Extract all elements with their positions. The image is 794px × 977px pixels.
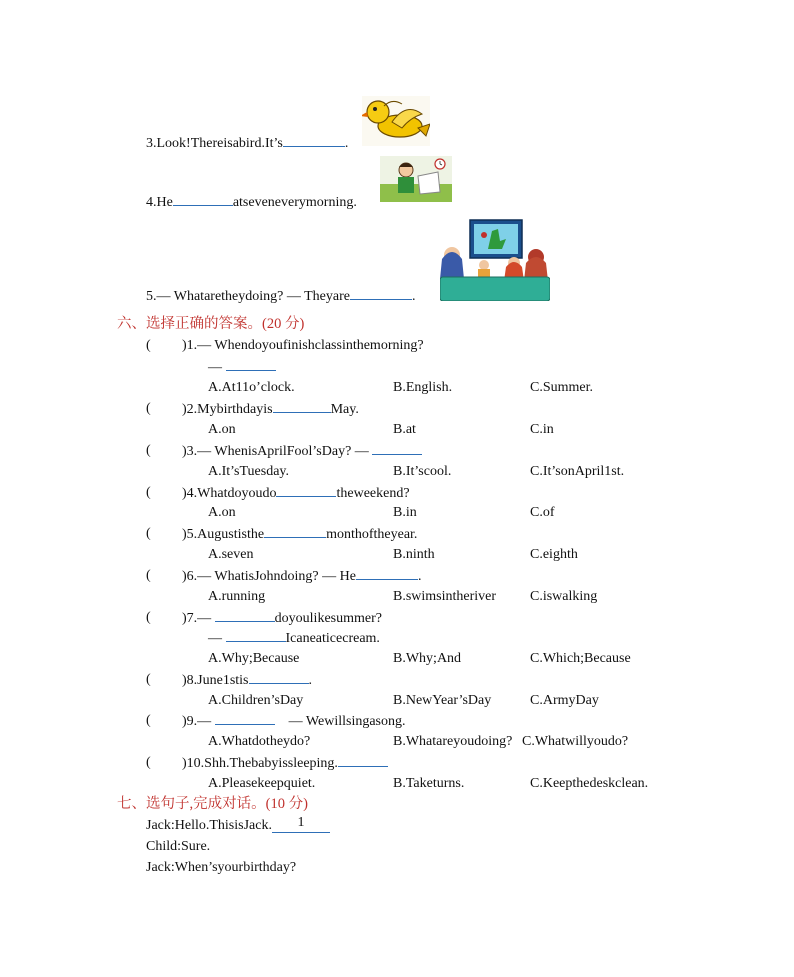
question-3-option-c[interactable]: C.It’sonApril1st. (530, 464, 625, 479)
question-7-option-b[interactable]: B.Why;And (393, 651, 462, 666)
answer-blank-q1[interactable] (226, 358, 276, 371)
answer-blank-q8[interactable] (249, 671, 309, 684)
question-9-stem: )9.— — Wewillsingasong. (182, 714, 406, 729)
question-10-stem: )10.Shh.Thebabyissleeping. (182, 754, 388, 773)
dialogue-line-2: Child:Sure. (146, 839, 211, 854)
question-2-option-b[interactable]: B.at (393, 422, 416, 437)
question-4-option-c[interactable]: C.of (530, 505, 555, 520)
question-4-stem: )4.Whatdoyoudo theweekend? (182, 486, 410, 501)
question-3-option-a[interactable]: A.It’sTuesday. (208, 464, 290, 479)
question-9-option-a[interactable]: A.Whatdotheydo? (208, 734, 311, 749)
answer-blank-q5[interactable] (264, 525, 326, 538)
question-7-option-a[interactable]: A.Why;Because (208, 651, 300, 666)
question-1-option-c[interactable]: C.Summer. (530, 380, 594, 395)
question-8-paren: ( (146, 672, 151, 687)
question-10-option-a[interactable]: A.Pleasekeepquiet. (208, 776, 316, 791)
question-5-option-b[interactable]: B.ninth (393, 547, 435, 562)
fill-item-3: 3.Look!Thereisabird.It’s . (146, 136, 349, 151)
question-9-option-b[interactable]: B.Whatareyoudoing? (393, 734, 513, 749)
question-6-paren: ( (146, 568, 151, 583)
question-3-paren: ( (146, 443, 151, 458)
question-6-option-c[interactable]: C.iswalking (530, 589, 598, 604)
question-2-option-c[interactable]: C.in (530, 422, 554, 437)
question-1-answer-line: — (208, 358, 276, 377)
question-2-option-a[interactable]: A.on (208, 422, 236, 437)
dialogue-blank-1[interactable]: 1 (272, 820, 330, 833)
fill-item-5: 5.— Whataretheydoing? — Theyare . (146, 289, 416, 304)
question-4-option-a[interactable]: A.on (208, 505, 236, 520)
question-7-option-c[interactable]: C.Which;Because (530, 651, 631, 666)
section-7-title: 七、选句子,完成对话。(10 分) (117, 796, 308, 812)
question-1-option-a[interactable]: A.At11o’clock. (208, 380, 295, 395)
question-5-paren: ( (146, 526, 151, 541)
answer-blank-5[interactable] (350, 287, 412, 300)
question-1-paren: ( (146, 338, 151, 353)
question-5-stem: )5.Augustisthe monthoftheyear. (182, 527, 418, 542)
answer-blank-q9[interactable] (215, 712, 275, 725)
question-10-paren: ( (146, 755, 151, 770)
question-3-option-b[interactable]: B.It’scool. (393, 464, 452, 479)
fill-item-4: 4.He atseveneverymorning. (146, 195, 357, 210)
question-6-option-b[interactable]: B.swimsintheriver (393, 589, 497, 604)
question-4-paren: ( (146, 485, 151, 500)
section-6-title: 六、选择正确的答案。(20 分) (117, 316, 305, 332)
answer-blank-q3[interactable] (372, 442, 422, 455)
question-6-stem: )6.— WhatisJohndoing? — He . (182, 569, 422, 584)
question-6-option-a[interactable]: A.running (208, 589, 266, 604)
question-9-paren: ( (146, 713, 151, 728)
answer-blank-q10[interactable] (338, 754, 388, 767)
question-9-option-c[interactable]: C.Whatwillyoudo? (522, 734, 629, 749)
question-4-option-b[interactable]: B.in (393, 505, 417, 520)
answer-blank-q6[interactable] (356, 567, 418, 580)
question-2-stem: )2.Mybirthdayis May. (182, 402, 359, 417)
dialogue-line-3: Jack:When’syourbirthday? (146, 860, 297, 875)
question-5-option-c[interactable]: C.eighth (530, 547, 578, 562)
question-7-stem: )7.— doyoulikesummer? (182, 611, 382, 626)
family-watching-tv-picture (440, 219, 550, 301)
answer-blank-q2[interactable] (273, 400, 331, 413)
boy-getting-up-picture (380, 156, 452, 202)
question-10-option-b[interactable]: B.Taketurns. (393, 776, 465, 791)
question-8-stem: )8.June1stis . (182, 673, 312, 688)
question-5-option-a[interactable]: A.seven (208, 547, 254, 562)
answer-blank-q7b[interactable] (226, 629, 286, 642)
answer-blank-q4[interactable] (276, 484, 336, 497)
question-8-option-b[interactable]: B.NewYear’sDay (393, 693, 492, 708)
question-3-stem: )3.— WhenisAprilFool’sDay? — (182, 442, 422, 461)
question-7-answer-line: — Icaneaticecream. (208, 631, 380, 646)
answer-blank-q7a[interactable] (215, 609, 275, 622)
question-2-paren: ( (146, 401, 151, 416)
answer-blank-4[interactable] (173, 193, 233, 206)
bird-picture (362, 96, 430, 146)
answer-blank-3[interactable] (283, 134, 345, 147)
question-8-option-c[interactable]: C.ArmyDay (530, 693, 599, 708)
question-1-option-b[interactable]: B.English. (393, 380, 453, 395)
dialogue-line-1: Jack:Hello.ThisisJack. 1 (146, 817, 330, 835)
question-8-option-a[interactable]: A.Children’sDay (208, 693, 304, 708)
question-7-paren: ( (146, 610, 151, 625)
question-1-stem: )1.— Whendoyoufinishclassinthemorning? (182, 338, 424, 353)
question-10-option-c[interactable]: C.Keepthedeskclean. (530, 776, 649, 791)
